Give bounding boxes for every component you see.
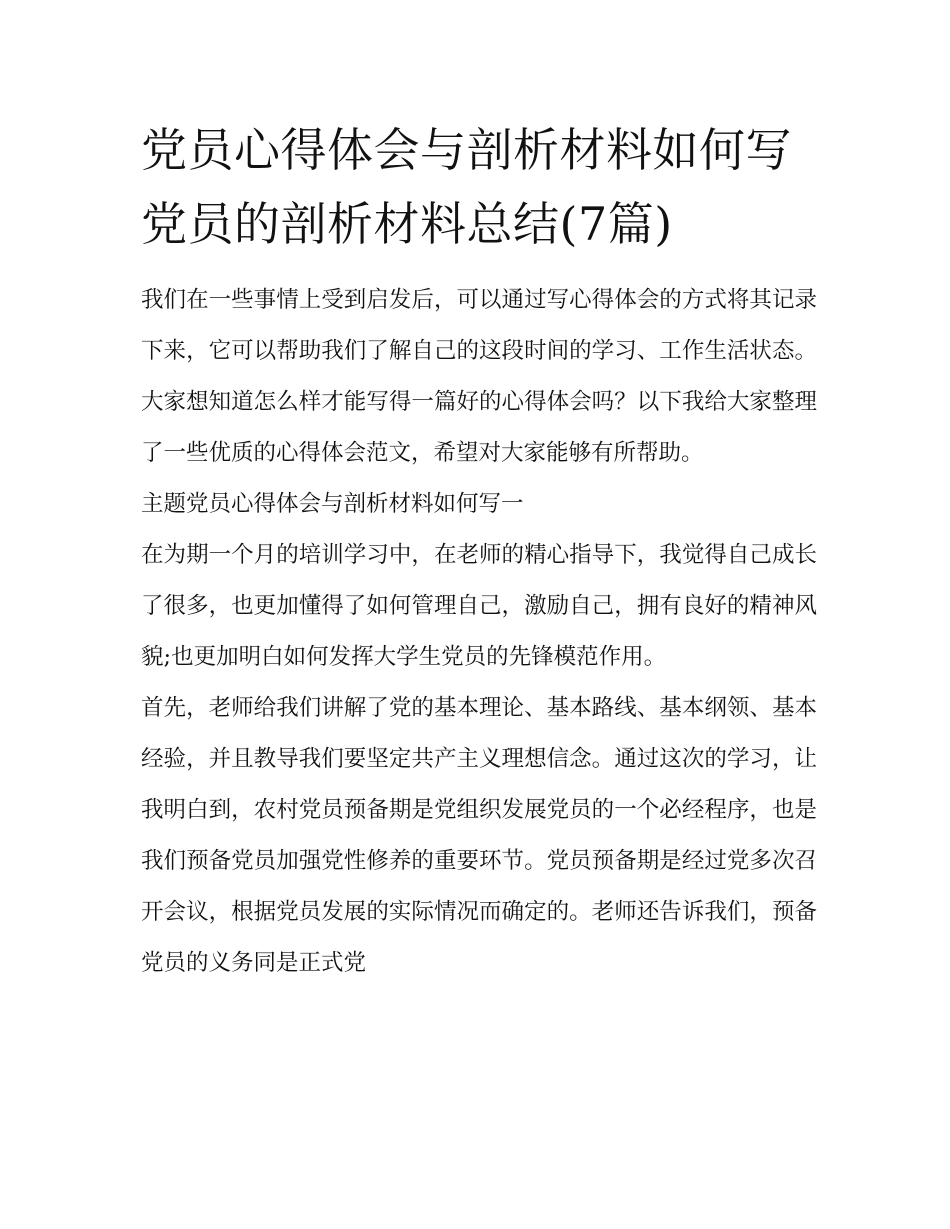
body-paragraph: 首先，老师给我们讲解了党的基本理论、基本路线、基本纲领、基本经验，并且教导我们要坚定共产主义理想信念。通过这次的学习，让我明白到，农村党员预备期是党组织发展党员的一个必经程序，也是我们预备党员加强党性修养的重要环节。党员预备期是经过党多次召开会议，根据党员发展的实际情况而确定的。老师还告诉我们，预备党员的义务同是正式党 xyxy=(141,695,817,976)
document-body xyxy=(141,113,817,989)
document-title: 党员心得体会与剖析材料如何写 党员的剖析材料总结(7篇) xyxy=(141,123,792,251)
body-paragraph: 在为期一个月的培训学习中，在老师的精心指导下，我觉得自己成长了很多，也更加懂得了如何管理自己，激励自己，拥有良好的精神风貌;也更加明白如何发挥大学生党员的先锋模范作用。 xyxy=(141,542,817,670)
intro-paragraph: 我们在一些事情上受到启发后，可以通过写心得体会的方式将其记录下来，它可以帮助我们了解自己的这段时间的学习、工作生活状态。大家想知道怎么样才能写得一篇好的心得体会吗？以下我给大家整理了一些优质的心得体会范文，希望对大家能够有所帮助。 xyxy=(141,287,817,466)
section-heading: 主题党员心得体会与剖析材料如何写一 xyxy=(141,491,524,517)
